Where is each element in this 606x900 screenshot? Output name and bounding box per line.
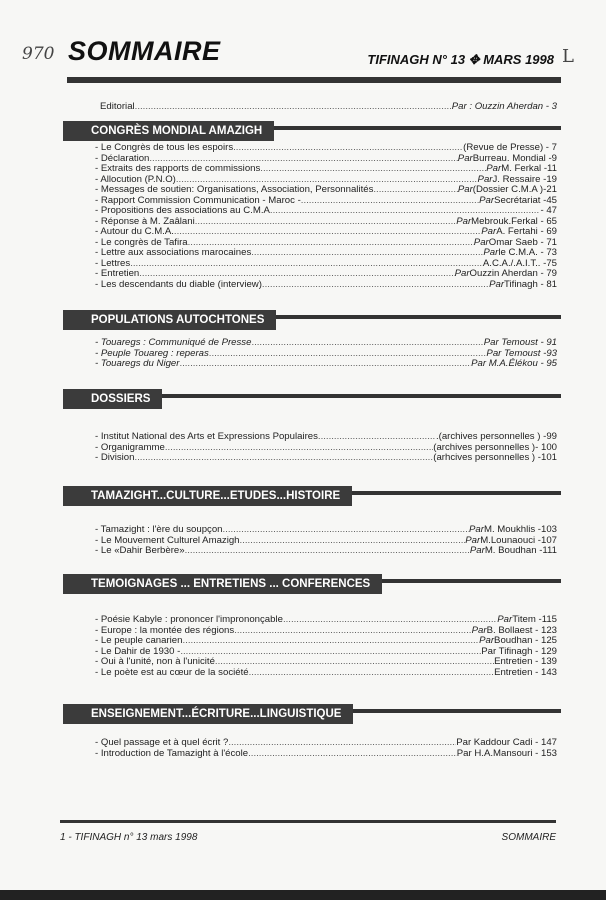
section-rule	[352, 491, 561, 495]
toc-entry: - Extraits des rapports de commissions ..... Par M. Ferkal -11	[95, 164, 557, 175]
toc-entry: - Introduction de Tamazight à l'école ..... Par H.A.Mansouri - 153	[95, 749, 557, 760]
section-entries	[95, 615, 557, 678]
section-title: TEMOIGNAGES ... ENTRETIENS ... CONFERENCES	[63, 574, 382, 594]
section-entries	[95, 338, 557, 370]
handwritten-number: 970	[22, 44, 55, 64]
section-rule	[274, 126, 561, 130]
toc-entry: - Messages de soutien: Organisations, Association, Personnalités ..... Par (Dossier C.M.A )-21	[95, 185, 557, 196]
section-rule	[162, 394, 561, 398]
toc-entry: - Le peuple canarien ..... Par Boudhan - 125	[95, 636, 557, 647]
footer-right: SOMMAIRE	[501, 832, 556, 843]
section-header	[63, 704, 561, 724]
toc-entry: - Touaregs du Niger ..... Par M.A.Élékou - 95	[95, 359, 557, 370]
toc-entry: - Autour du C.M.A. ..... Par A. Fertahi - 69	[95, 227, 557, 238]
toc-entry: - Peuple Touareg : reperas ..... Par Temoust -93	[95, 349, 557, 360]
toc-entry: - Lettre aux associations marocaines ..... Par le C.M.A. - 73	[95, 248, 557, 259]
section-entries	[95, 432, 557, 464]
section-rule	[382, 579, 561, 583]
handwritten-mark: L	[562, 46, 574, 67]
section-title: ENSEIGNEMENT...ÉCRITURE...LINGUISTIQUE	[63, 704, 353, 724]
toc-entry: - Le congrès de Tafira ..... Par Omar Saeb - 71	[95, 238, 557, 249]
section-header	[63, 574, 561, 594]
section-rule	[353, 709, 561, 713]
header-rule	[67, 77, 561, 83]
toc-entry: - Allocution (P.N.O) ..... Par J. Ressaire -19	[95, 175, 557, 186]
toc-entry: - Division ..... (arhcives personnelles ) -101	[95, 453, 557, 464]
toc-entry: - Quel passage et à quel écrit ? ..... Par Kaddour Cadi - 147	[95, 738, 557, 749]
section-header	[63, 310, 561, 330]
toc-entry: - Les descendants du diable (interview) ..... Par Tifinagh - 81	[95, 280, 557, 291]
section-rule	[276, 315, 561, 319]
toc-entry: - Poésie Kabyle : prononcer l'imprononçable ..... Par Titem -115	[95, 615, 557, 626]
toc-entry: - Le «Dahir Berbère» ..... Par M. Boudhan -111	[95, 546, 557, 557]
toc-entry: - Lettres ..... A.C.A./.A.I.T.. -75	[95, 259, 557, 270]
toc-entry: - Le Mouvement Culturel Amazigh ..... Par M.Lounaouci -107	[95, 536, 557, 547]
section-title: DOSSIERS	[63, 389, 162, 409]
toc-entry: - Réponse à M. Zaâlani ..... Par Mebrouk.Ferkal - 65	[95, 217, 557, 228]
toc-entry: - Le Dahir de 1930 - ..... Par Tifinagh - 129	[95, 647, 557, 658]
toc-entry: - Oui à l'unité, non à l'unicité ..... Entretien - 139	[95, 657, 557, 668]
toc-entry: - Touaregs : Communiqué de Presse ..... Par Temoust - 91	[95, 338, 557, 349]
section-entries	[95, 525, 557, 557]
section-title: CONGRÈS MONDIAL AMAZIGH	[63, 121, 274, 141]
section-entries	[95, 143, 557, 290]
toc-entry: - Propositions des associations au C.M.A ..... - 47	[95, 206, 557, 217]
section-entries	[95, 738, 557, 759]
toc-entry: - Europe : la montée des régions ..... Par B. Bollaest - 123	[95, 626, 557, 637]
toc-entry: - Rapport Commission Communication - Maroc - ..... Par Secrétariat -45	[95, 196, 557, 207]
toc-entry: - Tamazight : l'ère du soupçon ..... Par M. Moukhlis -103	[95, 525, 557, 536]
footer-rule	[60, 820, 556, 823]
toc-entry: - Le poète est au cœur de la société ..... Entretien - 143	[95, 668, 557, 679]
section-header	[63, 486, 561, 506]
footer-left: 1 - TIFINAGH n° 13 mars 1998	[60, 832, 198, 843]
section-title: TAMAZIGHT...CULTURE...ETUDES...HISTOIRE	[63, 486, 352, 506]
toc-entry: - Le Congrès de tous les espoirs ..... (Revue de Presse) - 7	[95, 143, 557, 154]
issue-info: TIFINAGH N° 13 ✥ MARS 1998	[367, 52, 554, 67]
toc-entry: - Organigramme ..... (archives personnelles )- 100	[95, 443, 557, 454]
page-title: SOMMAIRE	[68, 36, 221, 66]
toc-entry: - Déclaration ..... Par Burreau. Mondial -9	[95, 154, 557, 165]
toc-entry: - Entretien ..... Par Ouzzin Aherdan - 79	[95, 269, 557, 280]
toc-entry: - Institut National des Arts et Expressions Populaires ..... .(archives personnelles ) -99	[95, 432, 557, 443]
editorial-entry: Editorial ..... Par : Ouzzin Aherdan - 3	[100, 102, 557, 113]
section-title: POPULATIONS AUTOCHTONES	[63, 310, 276, 330]
scan-edge	[0, 890, 606, 900]
section-header	[63, 389, 561, 409]
section-header	[63, 121, 561, 141]
